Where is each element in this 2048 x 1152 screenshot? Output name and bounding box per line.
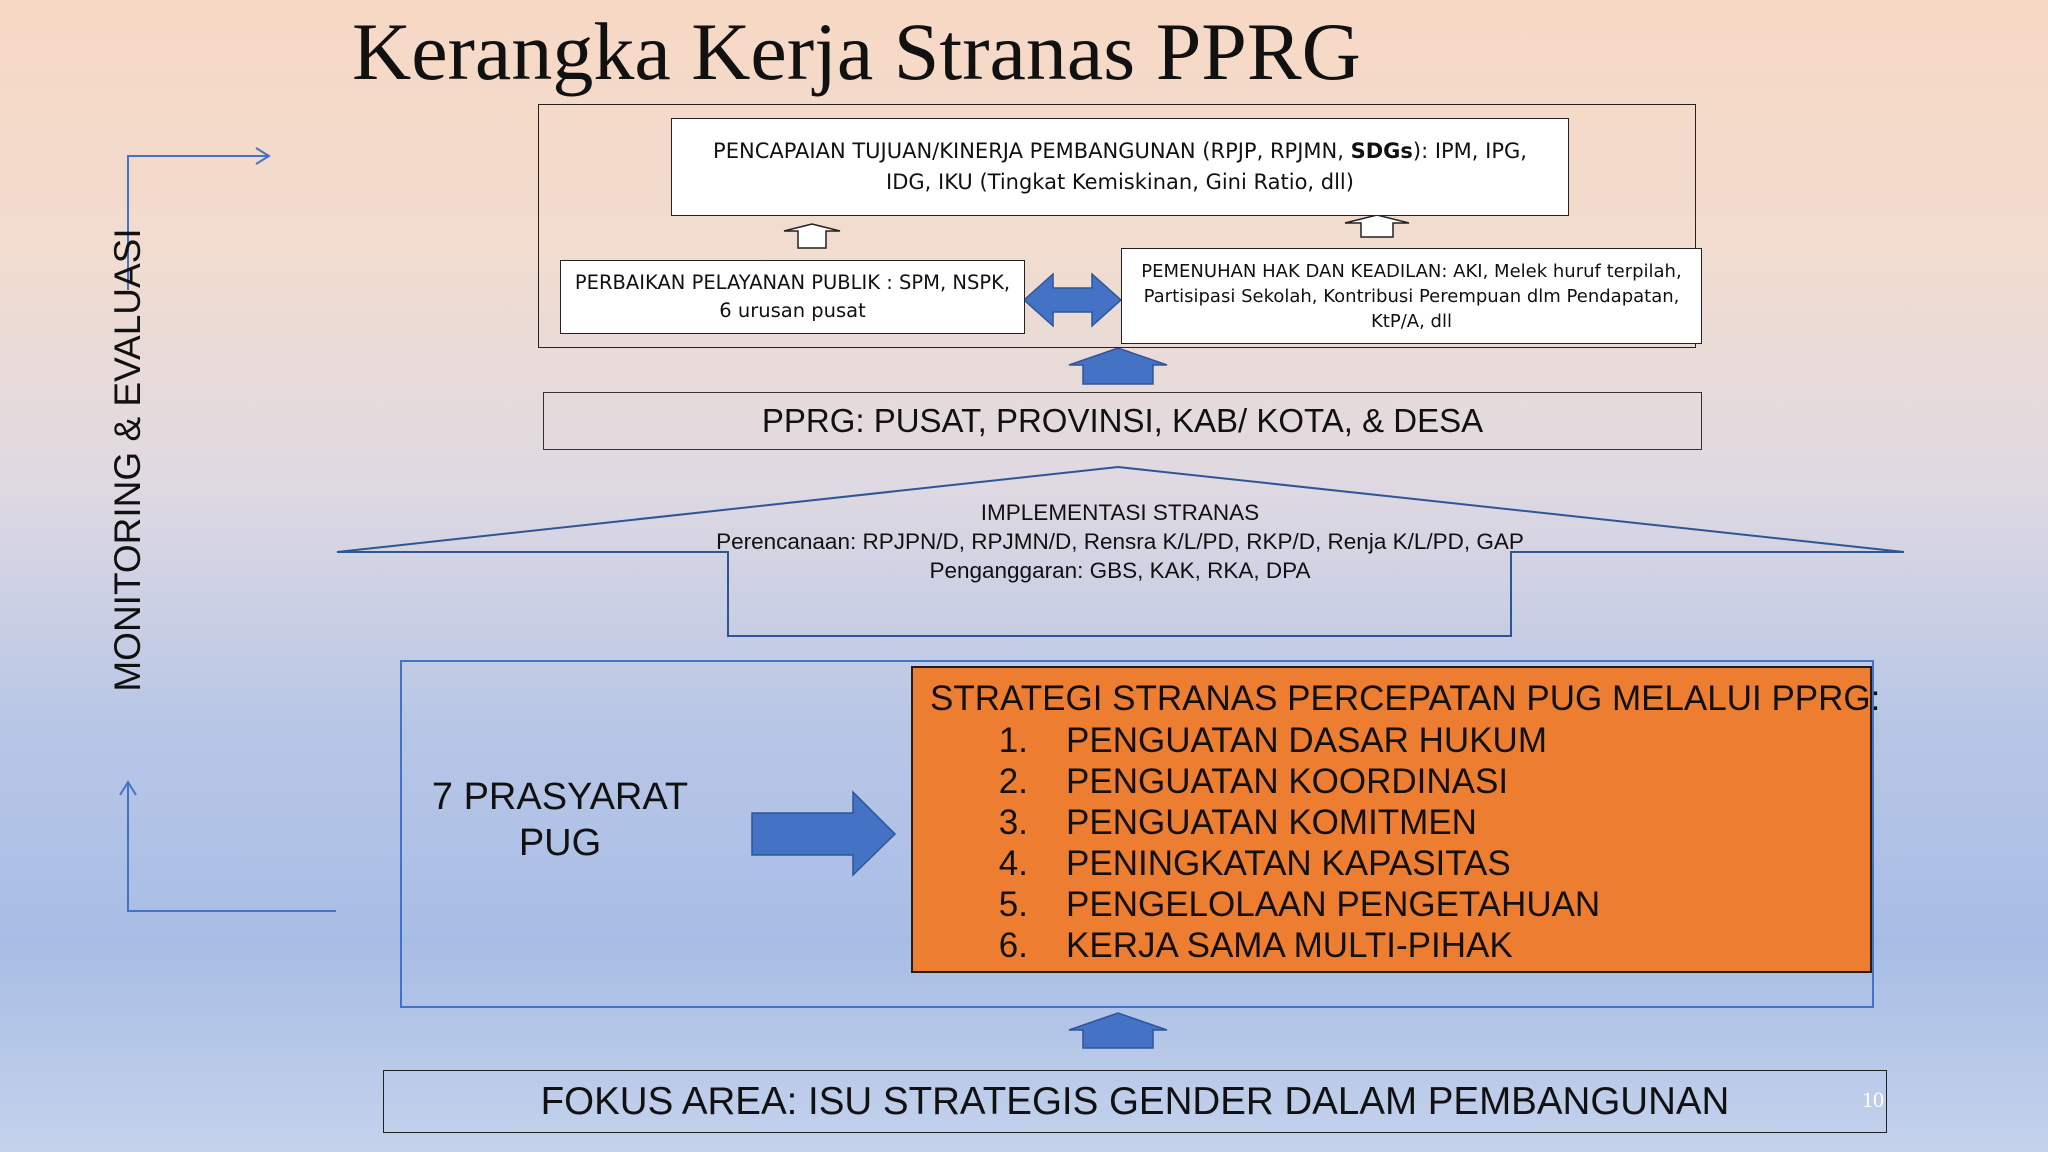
- strategi-item-number: 4.: [998, 844, 1028, 883]
- implementasi-heading: IMPLEMENTASI STRANAS: [980, 500, 1260, 525]
- strategi-item: [930, 925, 1870, 966]
- slide-title: Kerangka Kerja Stranas PPRG: [352, 6, 1361, 97]
- pemenuhan-hak-box: PEMENUHAN HAK DAN KEADILAN: AKI, Melek huruf terpilah, Partisipasi Sekolah, Kontribusi Perempuan dlm Pendapatan, KtP/A, dll: [1121, 248, 1702, 344]
- implementasi-perencanaan: Perencanaan: RPJPN/D, RPJMN/D, Rensra K/L/PD, RKP/D, Renja K/L/PD, GAP: [716, 529, 1524, 554]
- strategi-item-label: KERJA SAMA MULTI-PIHAK: [1066, 926, 1513, 965]
- prasyarat-pug-label: 7 PRASYARAT PUG: [431, 776, 689, 864]
- strategi-item: [930, 761, 1870, 802]
- implementasi-penganggaran: Penganggaran: GBS, KAK, RKA, DPA: [929, 558, 1311, 583]
- strategi-list: [930, 720, 1870, 966]
- strategi-item-number: 3.: [998, 803, 1028, 842]
- strategi-item-number: 1.: [998, 721, 1028, 760]
- up-arrow-top: [1069, 348, 1167, 384]
- monev-loop-bottom: [128, 783, 336, 911]
- strategi-item-label: PENGUATAN KOMITMEN: [1066, 803, 1477, 842]
- strategi-item: [930, 802, 1870, 843]
- up-arrow-bottom: [1069, 1013, 1167, 1048]
- strategi-item: [930, 843, 1870, 884]
- strategi-item-label: PENGUATAN KOORDINASI: [1066, 762, 1509, 801]
- strategi-item-label: PENGUATAN DASAR HUKUM: [1066, 721, 1547, 760]
- strategi-item-label: PENGELOLAAN PENGETAHUAN: [1066, 885, 1601, 924]
- strategi-item: [930, 720, 1870, 761]
- strategi-item-number: 2.: [998, 762, 1028, 801]
- strategi-item: [930, 884, 1870, 925]
- strategi-item-number: 6.: [998, 926, 1028, 965]
- strategi-box: [911, 666, 1881, 973]
- monev-loop-top: [128, 156, 268, 290]
- implementasi-stranas-text: [560, 498, 1680, 585]
- strategi-item-label: PENINGKATAN KAPASITAS: [1066, 844, 1511, 883]
- pprg-levels-box: PPRG: PUSAT, PROVINSI, KAB/ KOTA, & DESA: [543, 392, 1702, 450]
- page-number: 10: [1862, 1087, 1884, 1112]
- sdgs-emphasis: SDGs: [1350, 139, 1413, 163]
- strategi-item-number: 5.: [998, 885, 1028, 924]
- goal-box: PENCAPAIAN TUJUAN/KINERJA PEMBANGUNAN (RPJP, RPJMN, SDGs): IPM, IPG, IDG, IKU (Tingkat Kemiskinan, Gini Ratio, dll): [671, 118, 1569, 216]
- strategi-heading: STRATEGI STRANAS PERCEPATAN PUG MELALUI PPRG:: [930, 679, 1881, 718]
- fokus-area-box: FOKUS AREA: ISU STRATEGIS GENDER DALAM PEMBANGUNAN: [383, 1070, 1887, 1133]
- pelayanan-publik-box: PERBAIKAN PELAYANAN PUBLIK : SPM, NSPK, 6 urusan pusat: [560, 260, 1025, 334]
